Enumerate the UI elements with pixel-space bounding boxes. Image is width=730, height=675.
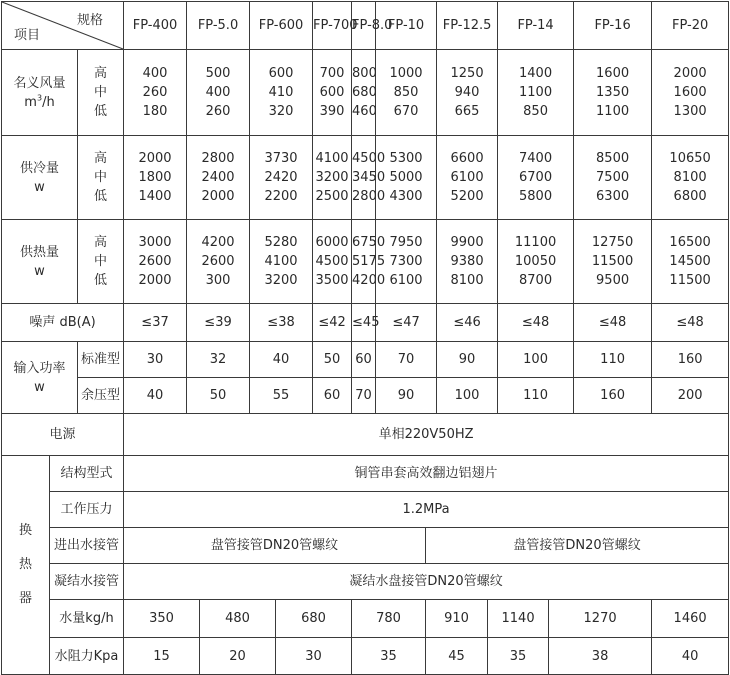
flow-cell: 350 <box>124 600 200 638</box>
cooling-label <box>2 136 78 220</box>
noise-cell: ≤48 <box>652 304 729 342</box>
heating-cell: 9900 9380 8100 <box>437 220 498 304</box>
airflow-cell: 700 600 390 <box>313 50 352 136</box>
power-cell: 160 <box>574 378 652 414</box>
spec-table <box>1 1 729 675</box>
heating-cell: 12750 11500 9500 <box>574 220 652 304</box>
cooling-cell: 2000 1800 1400 <box>124 136 187 220</box>
power-cell: 110 <box>574 342 652 378</box>
resistance-cell: 30 <box>276 638 352 675</box>
flow-cell: 480 <box>200 600 276 638</box>
power-residual-label: 余压型 <box>78 378 124 414</box>
exchanger-char: 换 <box>18 523 32 538</box>
inout-value-right: 盘管接管DN20管螺纹 <box>426 528 729 564</box>
power-cell: 100 <box>437 378 498 414</box>
flow-cell: 1270 <box>549 600 652 638</box>
resistance-cell: 35 <box>352 638 426 675</box>
airflow-cell: 400 260 180 <box>124 50 187 136</box>
cooling-cell: 4100 3200 2500 <box>313 136 352 220</box>
cooling-cell: 4500 3450 2800 <box>352 136 376 220</box>
heating-cell: 11100 10050 8700 <box>498 220 574 304</box>
noise-cell: ≤37 <box>124 304 187 342</box>
condensate-row <box>2 564 729 600</box>
resistance-row <box>2 638 729 675</box>
resistance-cell: 45 <box>426 638 488 675</box>
power-standard-label: 标准型 <box>78 342 124 378</box>
inout-label: 进出水接管 <box>50 528 124 564</box>
model-header: FP-600 <box>250 2 313 50</box>
resistance-cell: 35 <box>488 638 549 675</box>
heating-cell: 6750 5175 4200 <box>352 220 376 304</box>
structure-value: 铜管串套高效翻边铝翅片 <box>124 456 729 492</box>
flow-row <box>2 600 729 638</box>
heating-unit: w <box>34 263 45 279</box>
header-spec-label: 规格 <box>77 13 104 28</box>
level-labels: 高 中 低 <box>78 220 124 304</box>
header-row <box>2 2 729 50</box>
cooling-cell: 8500 7500 6300 <box>574 136 652 220</box>
heating-cell: 7950 7300 6100 <box>376 220 437 304</box>
power-cell: 70 <box>376 342 437 378</box>
heating-label <box>2 220 78 304</box>
model-header: FP-5.0 <box>187 2 250 50</box>
power-cell: 30 <box>124 342 187 378</box>
condensate-value: 凝结水盘接管DN20管螺纹 <box>124 564 729 600</box>
airflow-row <box>2 50 729 136</box>
airflow-cell: 1600 1350 1100 <box>574 50 652 136</box>
noise-cell: ≤48 <box>574 304 652 342</box>
cooling-cell: 7400 6700 5800 <box>498 136 574 220</box>
cooling-cell: 5300 5000 4300 <box>376 136 437 220</box>
airflow-unit-main: m <box>24 94 37 110</box>
cooling-cell: 3730 2420 2200 <box>250 136 313 220</box>
power-cell: 32 <box>187 342 250 378</box>
airflow-unit-sup: 3 <box>36 93 43 103</box>
airflow-cell: 1000 850 670 <box>376 50 437 136</box>
level-labels: 高 中 低 <box>78 136 124 220</box>
pressure-row <box>2 492 729 528</box>
power-unit: w <box>34 379 45 395</box>
heating-cell: 5280 4100 3200 <box>250 220 313 304</box>
level-mid: 中 <box>94 85 108 100</box>
power-cell: 100 <box>498 342 574 378</box>
power-label <box>2 342 78 414</box>
heating-cell: 16500 14500 11500 <box>652 220 729 304</box>
cooling-cell: 6600 6100 5200 <box>437 136 498 220</box>
exchanger-label <box>2 456 50 675</box>
power-cell: 40 <box>124 378 187 414</box>
exchanger-char: 器 <box>18 591 32 606</box>
supply-value: 单相220V50HZ <box>124 414 729 456</box>
power-cell: 200 <box>652 378 729 414</box>
cooling-label-text: 供冷量 <box>19 160 59 176</box>
heating-label-text: 供热量 <box>19 244 59 260</box>
power-cell: 160 <box>652 342 729 378</box>
level-low: 低 <box>94 104 108 119</box>
model-header: FP-14 <box>498 2 574 50</box>
model-header: FP-20 <box>652 2 729 50</box>
resistance-cell: 20 <box>200 638 276 675</box>
power-label-text: 输入功率 <box>13 360 66 376</box>
resistance-label: 水阻力Kpa <box>50 638 124 675</box>
airflow-cell: 1250 940 665 <box>437 50 498 136</box>
airflow-cell: 600 410 320 <box>250 50 313 136</box>
supply-row <box>2 414 729 456</box>
noise-label: 噪声 dB(A) <box>2 304 124 342</box>
noise-row <box>2 304 729 342</box>
flow-cell: 1140 <box>488 600 549 638</box>
resistance-cell: 38 <box>549 638 652 675</box>
model-header: FP-8.0 <box>352 2 376 50</box>
airflow-cell: 800 680 460 <box>352 50 376 136</box>
power-cell: 70 <box>352 378 376 414</box>
flow-cell: 910 <box>426 600 488 638</box>
model-header: FP-12.5 <box>437 2 498 50</box>
flow-label: 水量kg/h <box>50 600 124 638</box>
resistance-cell: 40 <box>652 638 729 675</box>
power-cell: 50 <box>313 342 352 378</box>
noise-cell: ≤38 <box>250 304 313 342</box>
model-header: FP-16 <box>574 2 652 50</box>
level-high: 高 <box>94 66 108 81</box>
power-standard-row <box>2 342 729 378</box>
cooling-cell: 10650 8100 6800 <box>652 136 729 220</box>
noise-cell: ≤42 <box>313 304 352 342</box>
noise-cell: ≤48 <box>498 304 574 342</box>
flow-cell: 1460 <box>652 600 729 638</box>
airflow-unit-rest: /h <box>42 94 55 110</box>
power-cell: 110 <box>498 378 574 414</box>
power-cell: 90 <box>437 342 498 378</box>
pressure-value: 1.2MPa <box>124 492 729 528</box>
power-cell: 40 <box>250 342 313 378</box>
flow-cell: 680 <box>276 600 352 638</box>
heating-row <box>2 220 729 304</box>
header-corner-cell <box>2 2 124 50</box>
model-header: FP-400 <box>124 2 187 50</box>
inout-row <box>2 528 729 564</box>
power-cell: 50 <box>187 378 250 414</box>
noise-cell: ≤45 <box>352 304 376 342</box>
cooling-cell: 2800 2400 2000 <box>187 136 250 220</box>
model-header: FP-10 <box>376 2 437 50</box>
flow-cell: 780 <box>352 600 426 638</box>
power-cell: 60 <box>352 342 376 378</box>
model-header: FP-700 <box>313 2 352 50</box>
power-cell: 60 <box>313 378 352 414</box>
power-cell: 55 <box>250 378 313 414</box>
airflow-label-text: 名义风量 <box>13 75 66 91</box>
level-labels <box>78 50 124 136</box>
heating-cell: 4200 2600 300 <box>187 220 250 304</box>
structure-row <box>2 456 729 492</box>
power-cell: 90 <box>376 378 437 414</box>
cooling-row <box>2 136 729 220</box>
airflow-cell: 2000 1600 1300 <box>652 50 729 136</box>
airflow-cell: 1400 1100 850 <box>498 50 574 136</box>
structure-label: 结构型式 <box>50 456 124 492</box>
airflow-unit <box>2 93 77 112</box>
airflow-cell: 500 400 260 <box>187 50 250 136</box>
exchanger-char: 热 <box>18 557 32 572</box>
supply-label: 电源 <box>2 414 124 456</box>
cooling-unit: w <box>34 179 45 195</box>
noise-cell: ≤46 <box>437 304 498 342</box>
heating-cell: 3000 2600 2000 <box>124 220 187 304</box>
pressure-label: 工作压力 <box>50 492 124 528</box>
heating-cell: 6000 4500 3500 <box>313 220 352 304</box>
noise-cell: ≤39 <box>187 304 250 342</box>
power-residual-row <box>2 378 729 414</box>
noise-cell: ≤47 <box>376 304 437 342</box>
airflow-label <box>2 50 78 136</box>
header-item-label: 项目 <box>14 28 41 43</box>
condensate-label: 凝结水接管 <box>50 564 124 600</box>
inout-value-left: 盘管接管DN20管螺纹 <box>124 528 426 564</box>
resistance-cell: 15 <box>124 638 200 675</box>
